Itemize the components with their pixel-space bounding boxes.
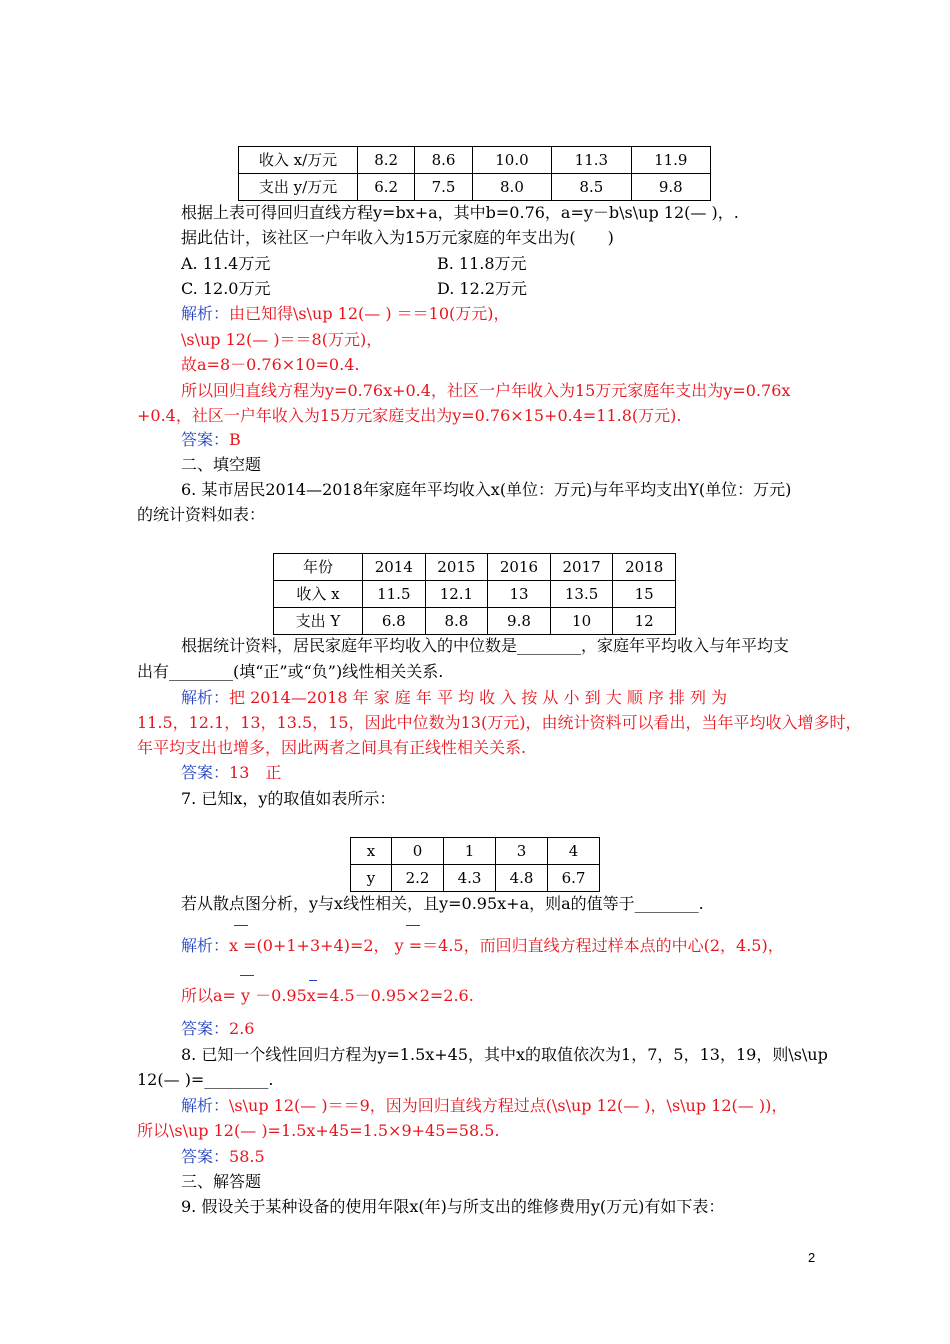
table-cell: 4	[548, 838, 600, 865]
section-heading-solve: 三、解答题	[181, 1172, 262, 1191]
table-cell: 8.5	[552, 174, 631, 201]
q5-option-a: A. 11.4万元	[181, 254, 271, 273]
table-row	[274, 608, 676, 635]
table-cell: 9.8	[631, 174, 710, 201]
table-cell: 15	[613, 581, 676, 608]
q6-solution-line1	[181, 688, 727, 708]
table-cell: 0	[392, 838, 444, 865]
answer-label: 答案：	[181, 763, 230, 782]
table-row	[351, 838, 600, 865]
table-cell: 11.5	[363, 581, 426, 608]
table-cell: 6.7	[548, 865, 600, 892]
table-cell: 2016	[488, 554, 551, 581]
q8-stem-line1: 8. 已知一个线性回归方程为y=1.5x+45，其中x的取值依次为1，7，5，13，19，则\s\up	[181, 1045, 828, 1064]
page-number: 2	[808, 1250, 816, 1265]
table-cell: 收入 x	[274, 581, 363, 608]
q8-solution-line1	[181, 1096, 787, 1116]
answer-value: 2.6	[229, 1019, 255, 1038]
table-cell: 12	[613, 608, 676, 635]
overline-mark	[309, 980, 317, 981]
q7-answer	[181, 1019, 254, 1039]
table-cell: 1	[444, 838, 496, 865]
table-cell: 10.0	[472, 147, 551, 174]
q7-solution-line2: 所以a= y －0.95x=4.5－0.95×2=2.6.	[181, 986, 474, 1005]
q5-answer	[181, 430, 241, 450]
table-cell: 4.3	[444, 865, 496, 892]
q6-question-line1: 根据统计资料，居民家庭年平均收入的中位数是________，家庭年平均收入与年平均支	[181, 636, 790, 655]
table-cell: 11.9	[631, 147, 710, 174]
q8-answer	[181, 1147, 265, 1167]
table-row	[351, 865, 600, 892]
q5-option-c: C. 12.0万元	[181, 279, 271, 298]
table-cell: 收入 x/万元	[239, 147, 358, 174]
q6-answer	[181, 763, 281, 783]
table-cell: y	[351, 865, 392, 892]
q5-solution-line1	[181, 304, 510, 324]
table-cell: 12.1	[425, 581, 488, 608]
table-cell: 4.8	[496, 865, 548, 892]
table-cell: 11.3	[552, 147, 631, 174]
q6-stem-line2: 的统计资料如表：	[137, 505, 266, 524]
overline-mark	[234, 925, 248, 926]
q8-stem-line2: 12(— )=________.	[137, 1070, 274, 1089]
answer-label: 答案：	[181, 1147, 230, 1166]
jiexi-label: 解析：	[181, 688, 230, 707]
table-cell: 13	[488, 581, 551, 608]
q5-solution-line3: 故a=8－0.76×10=0.4.	[181, 355, 360, 374]
q7-question: 若从散点图分析，y与x线性相关，且y=0.95x+a，则a的值等于________.	[181, 894, 704, 913]
income-expense-table	[238, 146, 711, 201]
table-row	[274, 554, 676, 581]
table-cell: 10	[550, 608, 613, 635]
q6-question-line2: 出有________(填“正”或“负”)线性相关关系.	[137, 662, 444, 681]
xy-values-table	[350, 837, 600, 892]
table-cell: 7.5	[415, 174, 472, 201]
table-cell: 6.2	[358, 174, 415, 201]
overline-mark	[240, 975, 254, 976]
solution-text: x =(0+1+3+4)=2， y =＝4.5，而回归直线方程过样本点的中心(2，4.5)，	[229, 936, 784, 955]
q5-option-d: D. 12.2万元	[437, 279, 528, 298]
table-cell: 支出 Y	[274, 608, 363, 635]
q6-solution-line3: 年平均支出也增多，因此两者之间具有正线性相关关系.	[137, 738, 527, 757]
solution-text: 把 2014—2018 年 家 庭 年 平 均 收 入 按 从 小 到 大 顺 序 排 列 为	[229, 688, 728, 707]
table-row	[239, 174, 711, 201]
solution-text: 由已知得\s\up 12(— ) ＝＝10(万元)，	[229, 304, 510, 323]
table-cell: 年份	[274, 554, 363, 581]
table-cell: 9.8	[488, 608, 551, 635]
q5-solution-line5: +0.4，社区一户年收入为15万元家庭支出为y=0.76×15+0.4=11.8(万元).	[137, 406, 682, 425]
q7-solution-line1	[181, 936, 784, 956]
jiexi-label: 解析：	[181, 1096, 230, 1115]
q5-stem-line1: 根据上表可得回归直线方程y=bx+a，其中b=0.76，a=y－b\s\up 12(— )，.	[181, 203, 739, 222]
table-cell: 支出 y/万元	[239, 174, 358, 201]
table-cell: 2014	[363, 554, 426, 581]
q5-stem-line2: 据此估计，该社区一户年收入为15万元家庭的年支出为( )	[181, 228, 614, 247]
answer-value: 13 正	[229, 763, 282, 782]
table-cell: 3	[496, 838, 548, 865]
q6-solution-line2: 11.5，12.1，13，13.5，15，因此中位数为13(万元)，由统计资料可以看出，当年平均收入增多时，	[137, 713, 862, 732]
jiexi-label: 解析：	[181, 304, 230, 323]
answer-label: 答案：	[181, 430, 230, 449]
table-cell: 2017	[550, 554, 613, 581]
q5-solution-line2: \s\up 12(— )＝＝8(万元)，	[181, 330, 383, 349]
q5-option-b: B. 11.8万元	[437, 254, 527, 273]
table-cell: 2.2	[392, 865, 444, 892]
table-cell: x	[351, 838, 392, 865]
table-row	[239, 147, 711, 174]
q9-stem: 9. 假设关于某种设备的使用年限x(年)与所支出的维修费用y(万元)有如下表：	[181, 1197, 725, 1216]
section-heading-fill-in: 二、填空题	[181, 455, 262, 474]
table-cell: 6.8	[363, 608, 426, 635]
solution-text: \s\up 12(— )＝＝9，因为回归直线方程过点(\s\up 12(— )，\s\up 12(— ))，	[229, 1096, 788, 1115]
year-income-table	[273, 553, 676, 635]
table-cell: 2018	[613, 554, 676, 581]
q8-solution-line2: 所以\s\up 12(— )=1.5x+45=1.5×9+45=58.5.	[137, 1121, 500, 1140]
q6-stem-line1: 6. 某市居民2014—2018年家庭年平均收入x(单位：万元)与年平均支出Y(单位：万元)	[181, 480, 792, 499]
q7-stem: 7. 已知x，y的取值如表所示：	[181, 789, 396, 808]
table-cell: 8.8	[425, 608, 488, 635]
overline-mark	[406, 925, 420, 926]
table-row	[274, 581, 676, 608]
answer-label: 答案：	[181, 1019, 230, 1038]
table-cell: 8.6	[415, 147, 472, 174]
answer-value: B	[229, 430, 241, 449]
jiexi-label: 解析：	[181, 936, 230, 955]
q5-solution-line4: 所以回归直线方程为y=0.76x+0.4，社区一户年收入为15万元家庭年支出为y=0.76x	[181, 381, 791, 400]
answer-value: 58.5	[229, 1147, 265, 1166]
table-cell: 2015	[425, 554, 488, 581]
table-cell: 8.0	[472, 174, 551, 201]
table-cell: 13.5	[550, 581, 613, 608]
table-cell: 8.2	[358, 147, 415, 174]
